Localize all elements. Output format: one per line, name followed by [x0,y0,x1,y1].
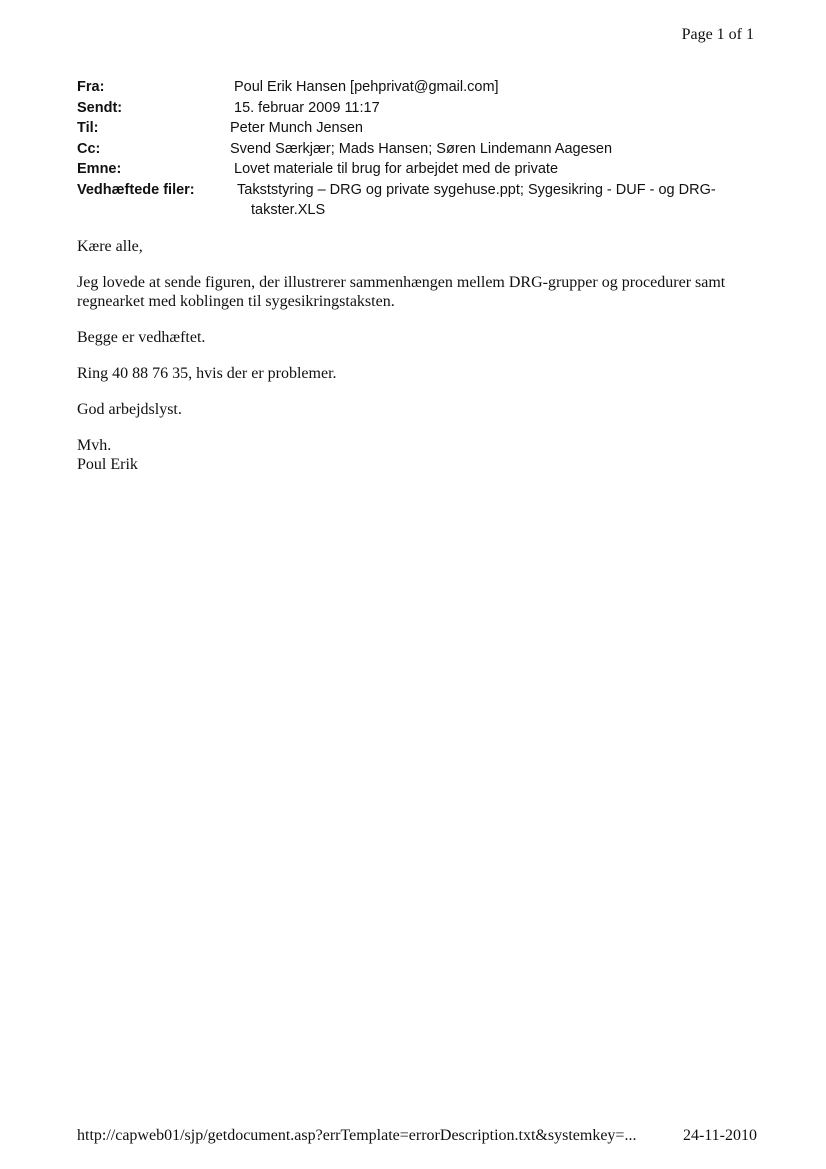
page-footer [77,1127,757,1145]
attachments-value [229,180,767,221]
signature: Poul Erik [77,456,138,473]
subject-label: Emne: [77,161,122,177]
cc-value: Svend Særkjær; Mads Hansen; Søren Lindemann Aagesen [230,140,613,157]
footer-url: http://capweb01/sjp/getdocument.asp?errTemplate=errorDescription.txt&systemkey=... [77,1127,637,1144]
sent-row [77,98,767,119]
from-value: Poul Erik Hansen [pehprivat@gmail.com] [234,79,499,95]
attachments-label: Vedhæftede filer: [77,181,195,198]
paragraph-2: Begge er vedhæftet. [77,329,206,346]
closing: Mvh. [77,437,112,454]
greeting: Kære alle, [77,238,143,255]
from-row [77,77,767,98]
footer-date: 24-11-2010 [682,1127,757,1144]
to-value: Peter Munch Jensen [230,120,363,136]
page-number: Page 1 of 1 [681,26,754,43]
sent-value: 15. februar 2009 11:17 [234,99,380,116]
paragraph-1 [77,273,767,311]
cc-row [77,139,767,160]
from-label: Fra: [77,79,105,95]
to-label: Til: [77,120,99,136]
paragraph-4: God arbejdslyst. [77,401,182,418]
cc-label: Cc: [77,140,101,157]
subject-value: Lovet materiale til brug for arbejdet med de private [234,161,559,177]
email-header [77,77,767,221]
sent-label: Sendt: [77,99,123,116]
sign-off [77,436,767,474]
subject-row [77,159,767,180]
paragraph-1-line-2: regnearket med koblingen til sygesikringstaksten. [77,293,395,310]
paragraph-1-line-1: Jeg lovede at sende figuren, der illustrerer sammenhængen mellem DRG-grupper og procedurer samt [77,274,726,291]
attachments-row [77,180,767,221]
to-row [77,118,767,139]
attachments-line-2: takster.XLS [251,202,326,218]
attachments-line-1: Takststyring – DRG og private sygehuse.ppt; Sygesikring - DUF - og DRG- [237,181,716,198]
email-body [77,237,767,491]
paragraph-3: Ring 40 88 76 35, hvis der er problemer. [77,365,337,382]
